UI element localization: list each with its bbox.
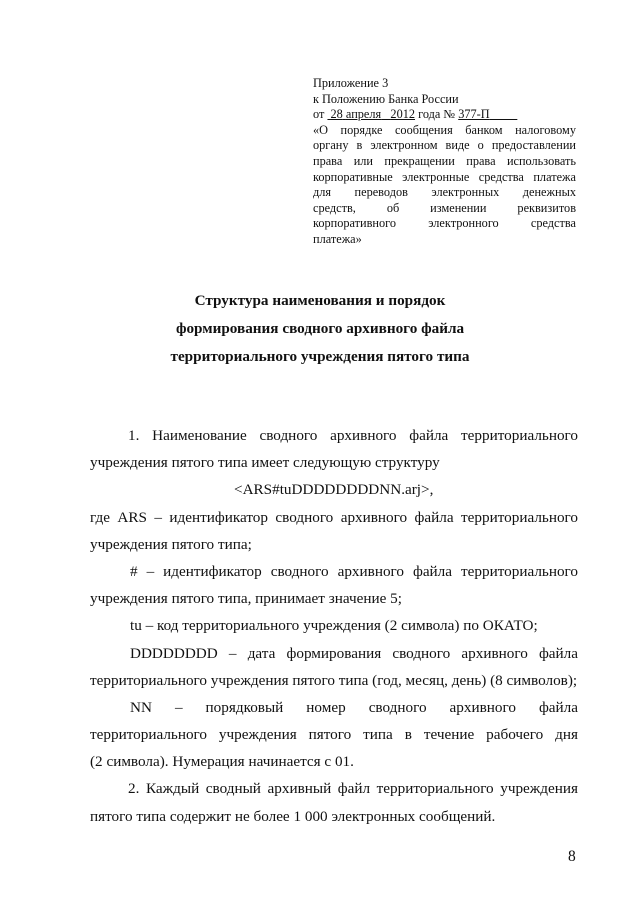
nn-definition-line: NN – порядковый номер сводного архивного файла — [130, 698, 578, 716]
date-mid: года № — [418, 107, 456, 122]
date-day: 28 апреля 2012 — [330, 107, 416, 122]
appendix-regulation: к Положению Банка России — [313, 91, 459, 106]
date-definition-line: DDDDDDDD – дата формирования сводного архивного файла — [130, 644, 578, 662]
appendix-date-line — [313, 107, 576, 123]
date-prefix: от — [313, 107, 325, 122]
appendix-desc-last: платежа» — [313, 231, 362, 246]
paragraph-2-line: 2. Каждый сводный архивный файл территориального учреждения — [128, 780, 578, 798]
paragraph-1-line: 1. Наименование сводного архивного файла территориального — [128, 427, 578, 444]
appendix-desc-line: корпоративного электронного средства — [313, 216, 576, 231]
paragraph-2-line: пятого типа содержит не более 1 000 электронных сообщений. — [90, 807, 496, 825]
nn-definition-line: (2 символа). Нумерация начинается с 01. — [90, 753, 354, 771]
title-line: формирования сводного архивного файла — [175, 320, 465, 337]
date-definition-line: территориального учреждения пятого типа (год, месяц, день) (8 символов); — [90, 671, 578, 689]
nn-definition-line: территориального учреждения пятого типа в течение рабочего дня — [90, 726, 578, 744]
regulation-number: 377-П — [458, 107, 490, 122]
appendix-desc-line: для переводов электронных денежных — [313, 185, 576, 200]
file-name-pattern: <ARS#tuDDDDDDDDNN.arj>, — [234, 481, 434, 499]
appendix-header — [313, 76, 576, 248]
appendix-desc-line: органу в электронном виде о предоставлении — [313, 138, 576, 153]
document-body — [90, 422, 578, 830]
ars-definition-line: где ARS – идентификатор сводного архивного файла территориального — [90, 508, 578, 526]
hash-definition-line: # – идентификатор сводного архивного файла территориального — [130, 562, 578, 580]
title-line: территориального учреждения пятого типа — [170, 348, 470, 365]
tu-definition-line: tu – код территориального учреждения (2 символа) по ОКАТО; — [130, 617, 538, 635]
appendix-desc-line: корпоративные электронные средства платежа — [313, 169, 576, 184]
hash-definition-line: учреждения пятого типа, принимает значение 5; — [90, 590, 402, 608]
title-line: Структура наименования и порядок — [194, 292, 446, 309]
page-number: 8 — [568, 848, 576, 865]
document-title — [60, 287, 580, 371]
appendix-number: Приложение 3 — [313, 76, 389, 90]
appendix-desc-line: права или прекращении права использовать — [313, 153, 576, 168]
paragraph-1-line: учреждения пятого типа имеет следующую структуру — [90, 454, 440, 472]
appendix-desc-line: «О порядке сообщения банком налоговому — [313, 122, 576, 137]
ars-definition-line: учреждения пятого типа; — [90, 535, 252, 553]
appendix-desc-line: средств, об изменении реквизитов — [313, 200, 576, 215]
